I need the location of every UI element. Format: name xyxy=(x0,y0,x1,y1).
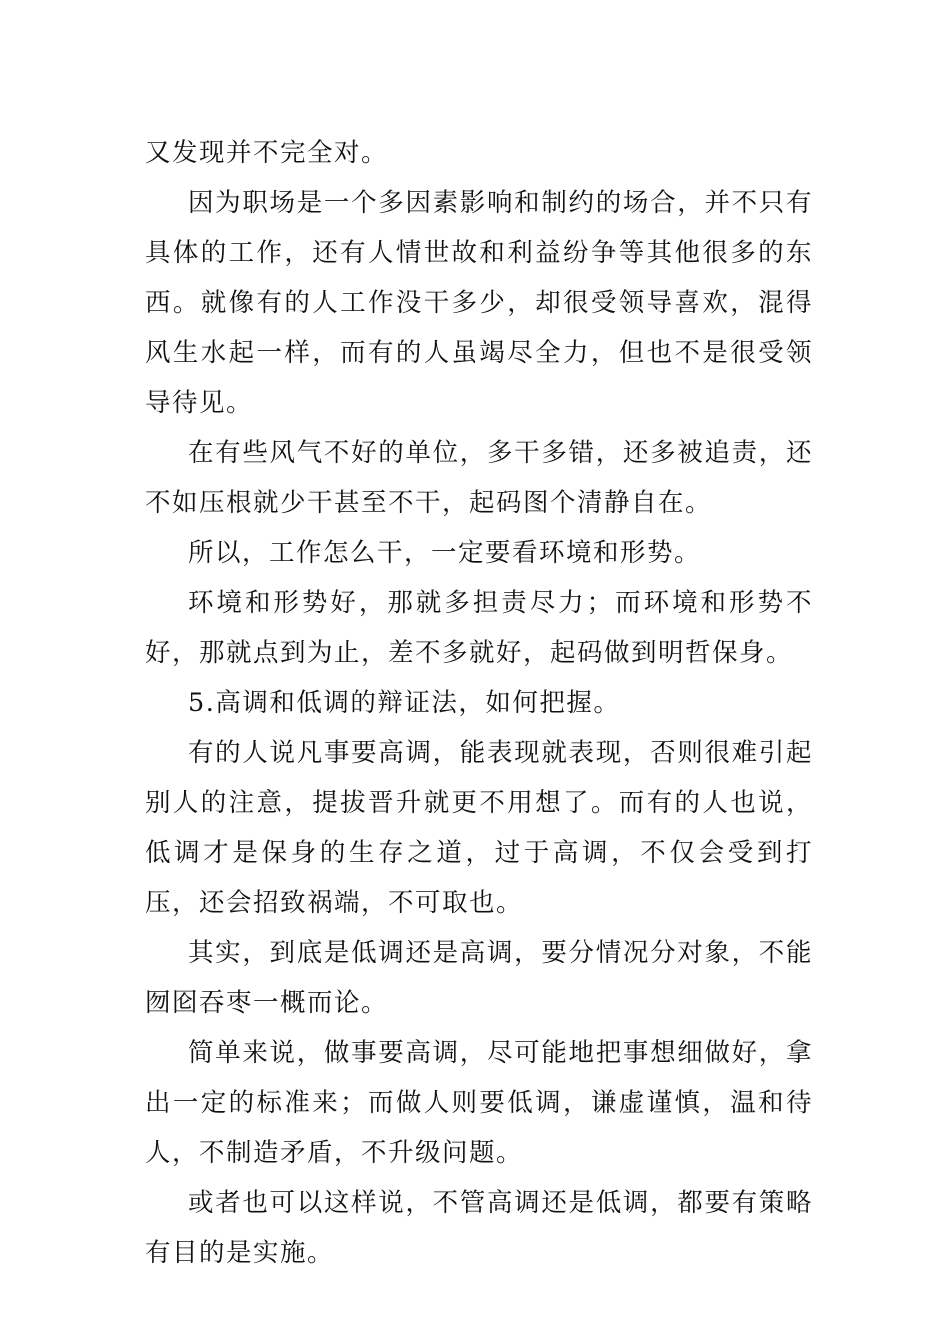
document-body xyxy=(145,128,813,1278)
paragraph: 或者也可以这样说，不管高调还是低调，都要有策略有目的是实施。 xyxy=(145,1188,813,1268)
paragraph: 简单来说，做事要高调，尽可能地把事想细做好，拿出一定的标准来；而做人则要低调，谦虚谨慎，温和待人，不制造矛盾，不升级问题。 xyxy=(145,1038,813,1168)
paragraph: 在有些风气不好的单位，多干多错，还多被追责，还不如压根就少干甚至不干，起码图个清静自在。 xyxy=(145,438,813,518)
paragraph: 其实，到底是低调还是高调，要分情况分对象，不能囫囵吞枣一概而论。 xyxy=(145,938,813,1018)
paragraph: 有的人说凡事要高调，能表现就表现，否则很难引起别人的注意，提拔晋升就更不用想了。而有的人也说，低调才是保身的生存之道，过于高调，不仅会受到打压，还会招致祸端，不可取也。 xyxy=(145,738,813,918)
paragraph: 又发现并不完全对。 xyxy=(145,138,389,168)
paragraph: 所以，工作怎么干，一定要看环境和形势。 xyxy=(188,538,702,568)
paragraph: 因为职场是一个多因素影响和制约的场合，并不只有具体的工作，还有人情世故和利益纷争等其他很多的东西。就像有的人工作没干多少，却很受领导喜欢，混得风生水起一样，而有的人虽竭尽全力，但也不是很受领导待见。 xyxy=(145,188,813,418)
paragraph: 环境和形势好，那就多担责尽力；而环境和形势不好，那就点到为止，差不多就好，起码做到明哲保身。 xyxy=(145,588,813,668)
section-heading: 5.高调和低调的辩证法，如何把握。 xyxy=(188,688,621,718)
